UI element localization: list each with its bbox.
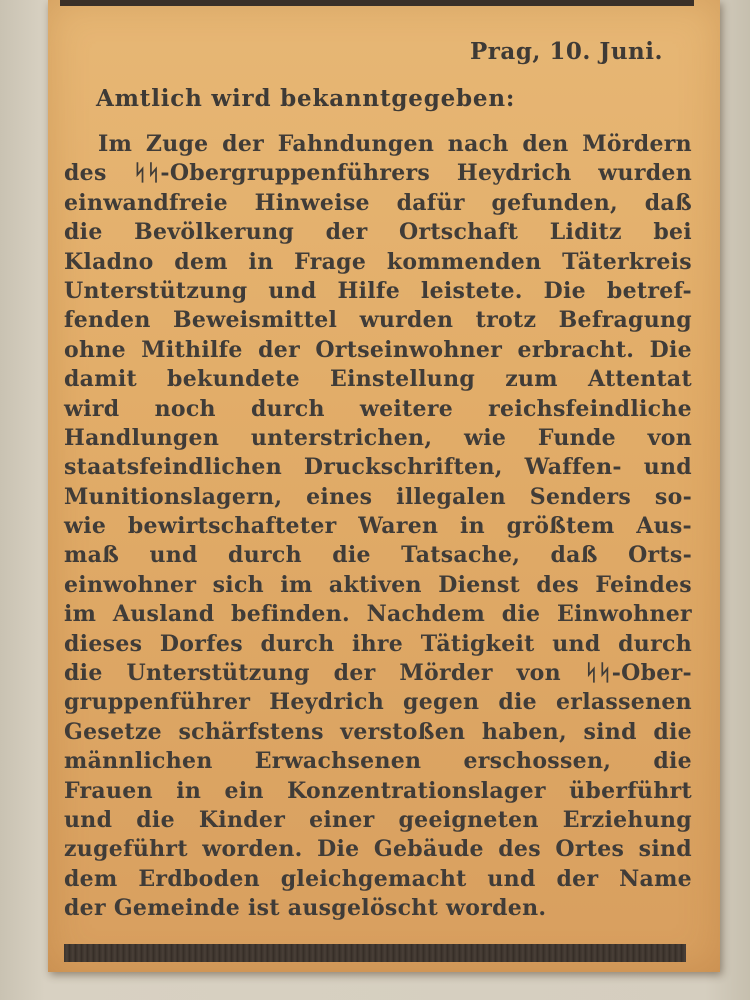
article-line: Munitionslagern, eines illegalen Senders so- [64, 483, 692, 510]
article-line: staatsfeindlichen Druckschriften, Waffen- und [64, 454, 692, 481]
article-line: Unterstützung und Hilfe leistete. Die betref- [64, 277, 692, 304]
article-line: Kladno dem in Frage kommenden Täterkreis [64, 248, 692, 275]
article-line: die Unterstützung der Mörder von ᛋᛋ-Ober- [64, 660, 692, 687]
article-line: gruppenführer Heydrich gegen die erlassenen [64, 689, 692, 716]
article-line: einwohner sich im aktiven Dienst des Feindes [64, 571, 692, 598]
article-line: die Bevölkerung der Ortschaft Liditz bei [64, 219, 692, 246]
article-line: Handlungen unterstrichen, wie Funde von [64, 424, 692, 451]
article-line: der Gemeinde ist ausgelöscht worden. [64, 895, 547, 922]
announcement-heading: Amtlich wird bekanntgegeben: [96, 85, 516, 112]
article-line: wird noch durch weitere reichsfeindliche [64, 395, 692, 422]
article-line: wie bewirtschafteter Waren in größtem Aus- [64, 513, 692, 540]
article-line: und die Kinder einer geeigneten Erziehung [64, 806, 692, 833]
dateline: Prag, 10. Juni. [470, 38, 664, 65]
bottom-rule [64, 944, 686, 962]
article-line: Gesetze schärfstens verstoßen haben, sind die [64, 718, 692, 745]
article-body [64, 130, 692, 924]
article-line: männlichen Erwachsenen erschossen, die [64, 748, 692, 775]
article-line: dem Erdboden gleichgemacht und der Name [64, 865, 692, 892]
article-line: Frauen in ein Konzentrationslager überführt [64, 777, 692, 804]
article-line: damit bekundete Einstellung zum Attentat [64, 366, 692, 393]
article-line: zugeführt worden. Die Gebäude des Ortes sind [64, 836, 692, 863]
article-line: im Ausland befinden. Nachdem die Einwohner [64, 601, 692, 628]
article-line: dieses Dorfes durch ihre Tätigkeit und durch [64, 630, 692, 657]
article-line: fenden Beweismittel wurden trotz Befragung [64, 307, 692, 334]
article-line: des ᛋᛋ-Obergruppenführers Heydrich wurden [64, 160, 692, 187]
article-line: Im Zuge der Fahndungen nach den Mördern [98, 131, 692, 157]
article-line: einwandfreie Hinweise dafür gefunden, daß [64, 189, 692, 216]
top-rule [60, 0, 694, 6]
article-line: ohne Mithilfe der Ortseinwohner erbracht. Die [64, 336, 692, 363]
article-line: maß und durch die Tatsache, daß Orts- [64, 542, 692, 569]
